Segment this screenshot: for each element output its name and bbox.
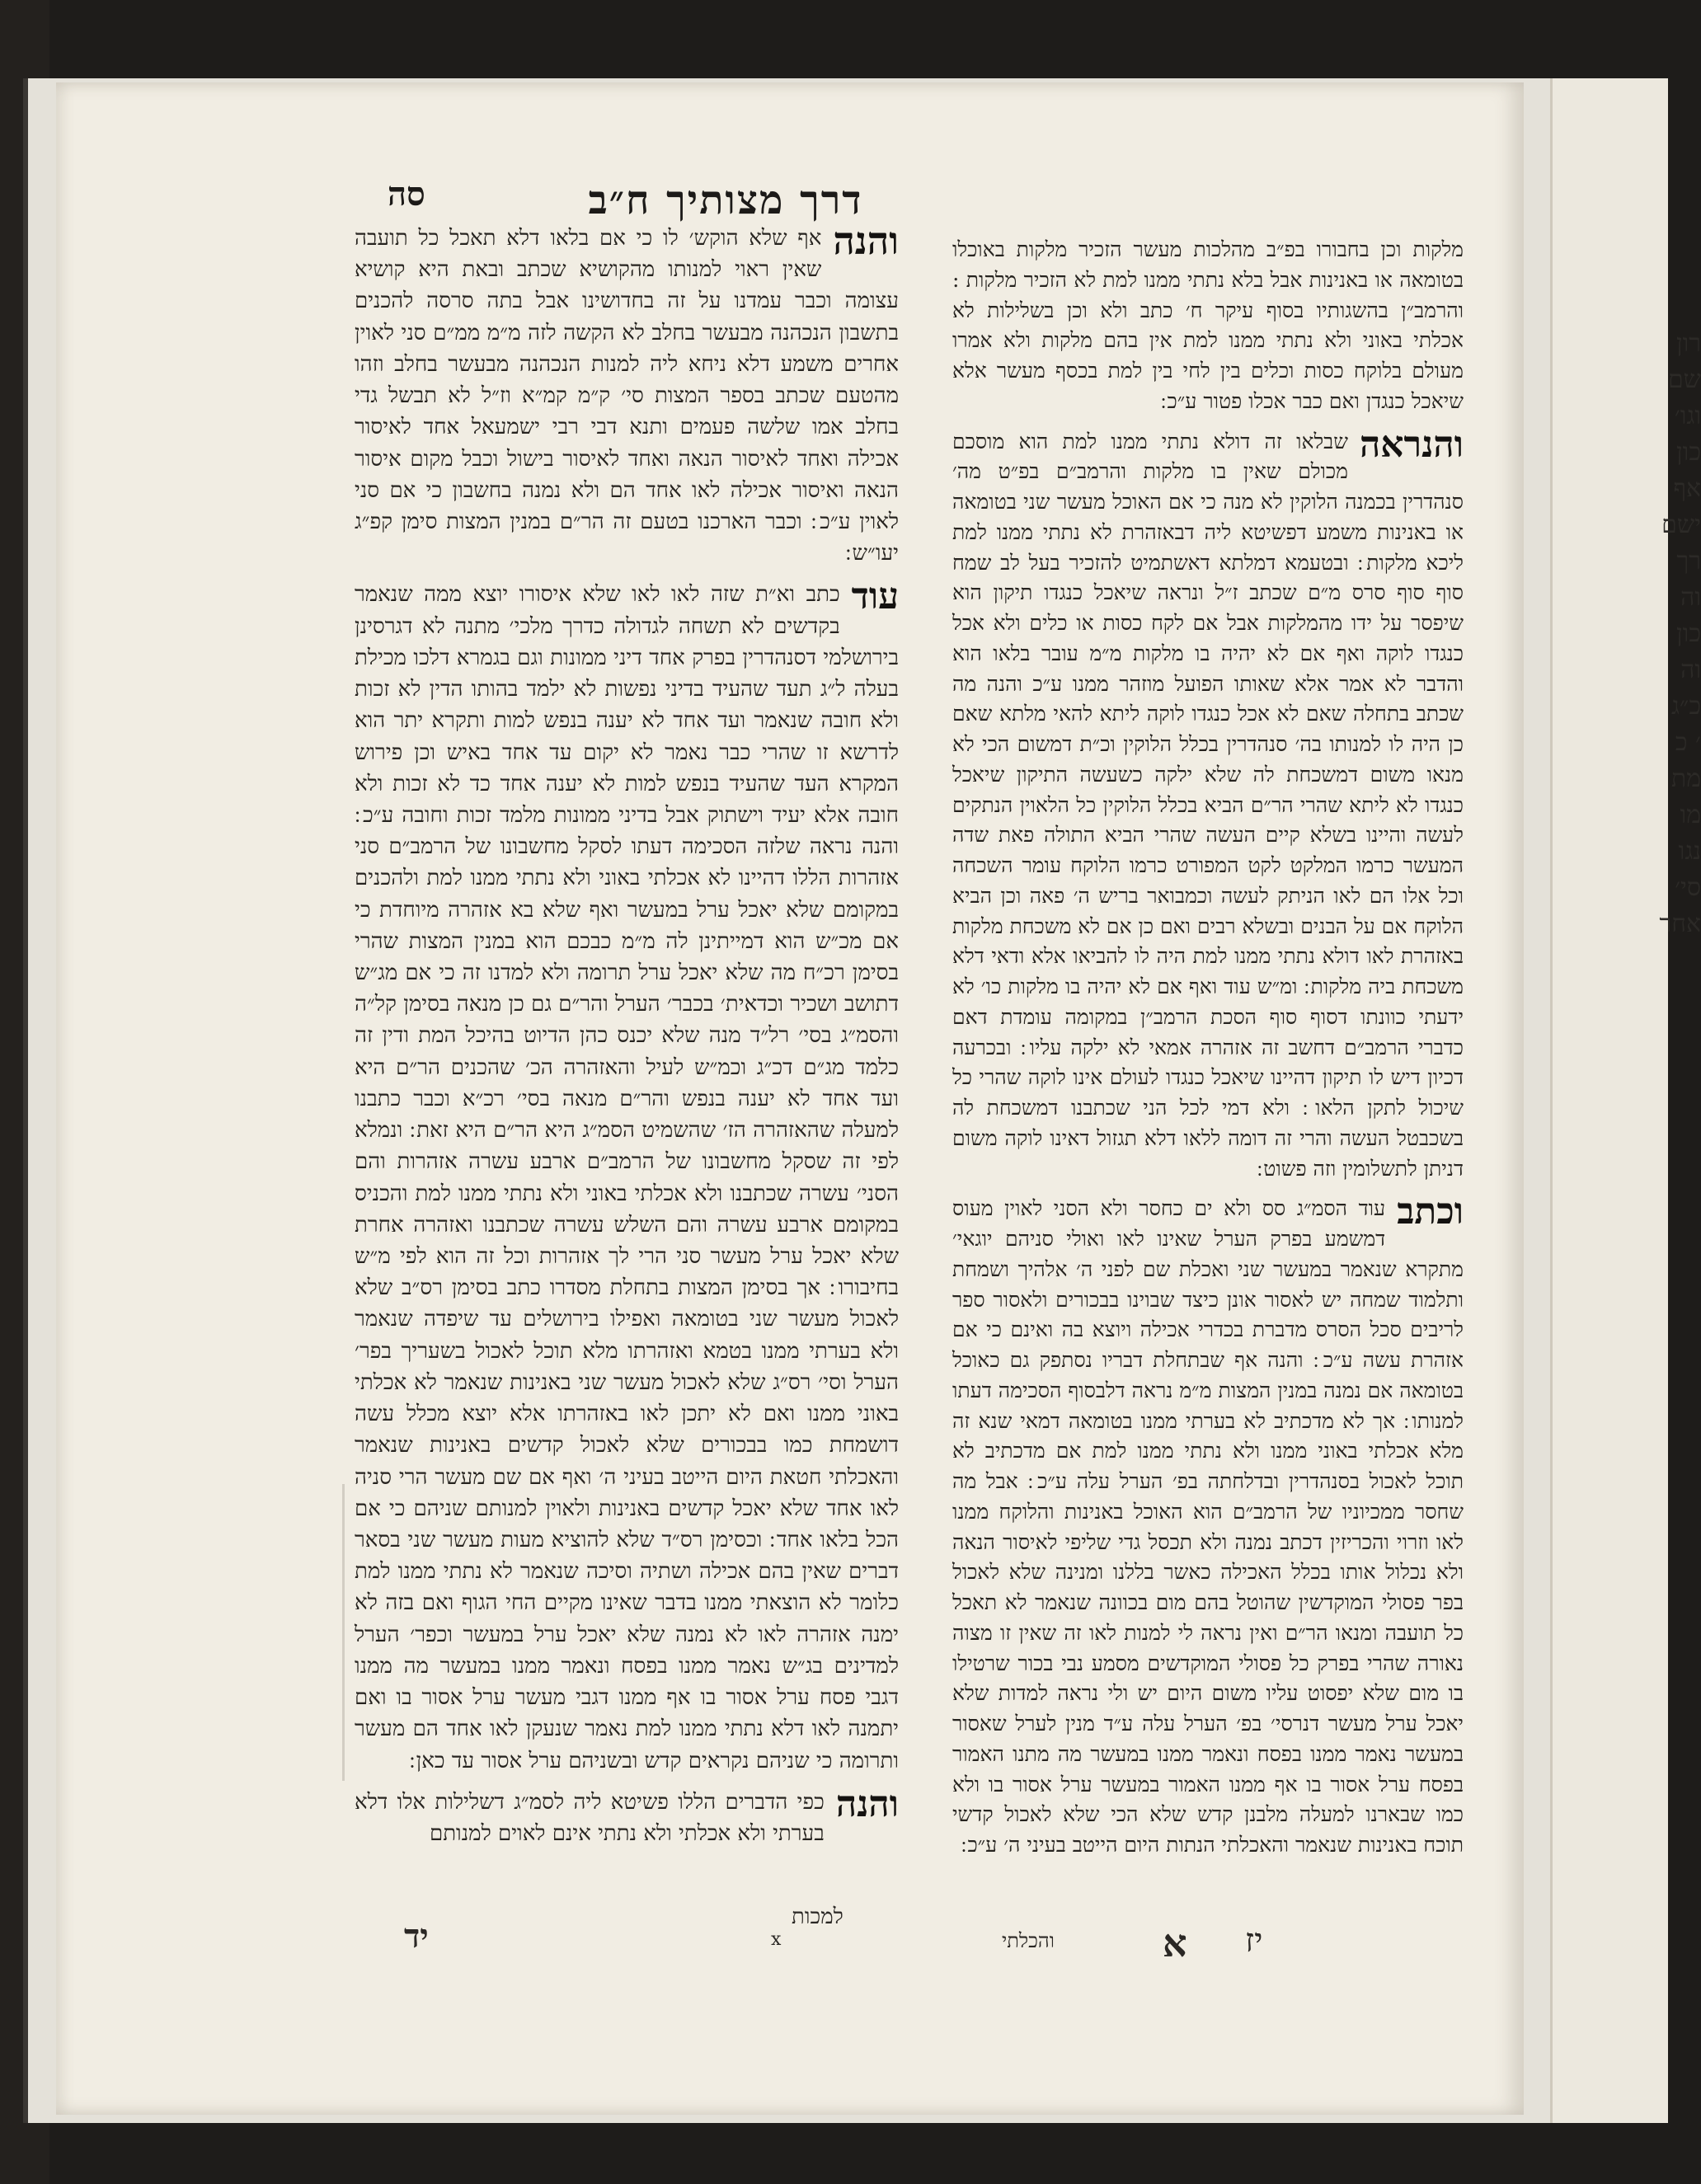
- catchword-right: והכלתי: [1002, 1929, 1055, 1952]
- facing-page-edge: [1550, 78, 1701, 2123]
- signature-letter: א: [1163, 1921, 1187, 1966]
- text-paragraph: [355, 218, 900, 569]
- left-text-column: [355, 218, 900, 1859]
- signature-number: יז: [1245, 1922, 1263, 1960]
- paragraph-lead-word: והנראה: [1359, 423, 1464, 466]
- paragraph-text: מלקות וכן בחבורו בפ״ב מהלכות מעשר הזכיר מלקות באוכלו בטומאה או באנינות אבל בלא נתתי ממנו למת לא הזכיר מלקות : והרמב״ן בהשגותיו בסוף עיקר ח׳ כתב ולא וכן בשלילות לא אכלתי באוני ולא נתתי ממנו למת אין בהם מלקות ולא אמרו מעולם בלוקח כסות וכלים בין לחי בין למת בכסף מעשר אלא שיאכל כנגדן ואם כבר אכלו פטור ע״כ ׃: [952, 237, 1464, 413]
- text-paragraph: [952, 235, 1464, 417]
- margin-pencil-mark: [342, 1484, 345, 1781]
- running-title: דרך מצותיך ח״ב: [588, 177, 863, 223]
- paragraph-text: כתב וא״ת שזה לאו לאו שלא איסורו יוצא ממה שנאמר בקדשים לא תשחה לגדולה כדרך מלכי׳ מתנה לא דגרסינן בירושלמי דסנהדרין בפרק אחד דיני ממונות וגם בגמרא דלכו מכילת בעלה ל״ג תעד שהעיד בדיני נפשות לא ילמד בהותו הדין לא זכות ולא חובה שנאמר ועד אחד לא יענה בנפש למות ותקרא יתר הוא לדרשא זו שהרי כבר נאמר לא יקום עד אחד באיש וכן פירוש המקרא העד שהעיד בנפש למות לא יענה אחד כד לא זכות ולא חובה אלא יעיד וישתוק אבל בדיני ממונות מלמד זכות וחובה ע״כ ׃ והנה נראה שלזה הסכימה דעתו לסקל מחשבונו של הרמב״ם סני אזהרות הללו דהיינו לא אכלתי באוני ולא נתתי ממנו למת ולהכנים במקומם שלא יאכל ערל במעשר ואף שלא בא אזהרה מיוחדת כי אם מכ״ש הוא דמייתינן לה מ״מ כבכם הוא במנין המצות שהרי בסימן רכ״ח מה שלא יאכל ערל תרומה ולא למדנו זה כי אם מג״ש דתושב ושכיר וכדאית׳ בכבר׳ הערל והר״ם גם כן מנאה בסימן קל״ה והסמ״ג בסי׳ רל״ד מנה שלא יכנס כהן הדיוט בהיכל המת ודין זה כלמד מג״ם דכ״ג וכמ״ש לעיל והאזהרה הכ׳ שהכנים הר״ם היא ועד אחד לא יענה בנפש והר״ם מנאה בסי׳ רכ״א וכבר כתבנו למעלה שהאזהרה הז׳ שהשמיט הסמ״ג היא הר״ם היא זאת ׃ ונמלא לפי זה שסקל מחשבונו של הרמב״ם ארבע עשרה אזהרות והם הסני׳ עשרה שכתבנו ולא אכלתי באוני ולא נתתי ממנו למת והכניס במקומם ארבע עשרה והם השלש עשרה שכתבנו ואזהרה אחרת שלא יאכל ערל מעשר סני הרי לך אזהרות וכל זה הוא לפי מ״ש בחיבורו ׃ אך בסימן המצות בתחלת מסדרו כתב בסימן רס״ב שלא לאכול מעשר שני בטומאה ואפילו בירושלים עד שיפדה שנאמר ולא בערתי ממנו בטמא ואזהרתו מלא תוכל לאכול בשעריך בפר׳ הערל וסי׳ רס״ג שלא לאכול מעשר שני באנינות שנאמר לא אכלתי באוני ממנו ואם לא יתכן לאו באזהרתו אלא יוצא מכלל עשה דושמחת כמו בבכורים שלא לאכול קדשים באנינות שנאמר והאכלתי חטאת היום הייטב בעיני ה׳ ואף אם שם מעשר הרי סניה לאו אחד שלא יאכל קדשים באנינות ולאוין למנותם שניהם כי אם הכל בלאו אחד ׃ וכסימן רס״ד שלא להוציא מעות מעשר שני בסאר דברים שאין בהם אכילה ושתיה וסיכה שנאמר לא נתתי ממנו למת כלומר לא הוצאתי ממנו בדבר שאינו מקיים החי הגוף ואם בזה לא ימנה אזהרה לאו לא נמנה שלא יאכל ערל במעשר וכפר׳ הערל למדינים בג״ש נאמר ממנו בפסח ונאמר ממנו במעשר מה ממנו דגבי פסח ערל אסור בו אף ממנו דגבי מעשר ערל אסור בו ואם יתמנה לאו דלא נתתי ממנו למת נאמר שנעקן לאו אחד הם מעשר ותרומה כי שניהם נקראים קדש ובשניהם ערל אסור עד כאן ׃: [355, 582, 899, 1773]
- catchword-left: למכות: [792, 1905, 843, 1929]
- folio-number: סה: [388, 175, 425, 214]
- paragraph-lead-word: והנה: [835, 1782, 899, 1825]
- paragraph-lead-word: וכתב: [1397, 1191, 1464, 1233]
- left-footer-mark: x: [771, 1929, 782, 1950]
- paragraph-text: אף שלא הוקש׳ לו כי אם בלאו דלא תאכל כל תועבה שאין ראוי למנותו מהקושיא שכתב ובאת היא קושיא עצומה וכבר עמדנו על זה בחדושינו אבל בתה סרסה להכנים בתשבון הנכהנה מבעשר בחלב לא הקשה לזה מ״מ ממ״ם סני לאוין אחרים משמע דלא ניחא ליה למנות הנכהנה מבעשר בחלב וזהו מהטעם שכתב בספר המצות סי׳ ק״מ קמ״א וז״ל לא תבשל גדי בחלב אמו שלשה פעמים ותנא דבי רבי ישמעאל אחד לאיסור אכילה ואחד לאיסור הנאה ואחד לאיסור בישול וכבל מקום איסור הנאה ואיסור אכילה לאו אחד הם ולא נמנה בחשבון כי אם סני לאוין ע״כ ׃ וכבר הארכנו בטעם זה הר״ם במנין המצות סימן קפ״ג יעו״ש ׃: [355, 226, 900, 566]
- right-text-column: [952, 235, 1464, 1871]
- running-head: [355, 177, 1097, 223]
- paragraph-text: שבלאו זה דולא נתתי ממנו למת הוא מוסכם מכולם שאין בו מלקות והרמב״ם בפ״ט מה׳ סנהדרין בכמנה הלוקין לא מנה כי אם האוכל מעשר שני בטומאה או באנינות משמע דפשיטא ליה דבאזהרת לא נתתי ממנו למת ליכא מלקות ׃ ובטעמא דמלתא דאשתמיט להזכיר בעל לב שמח סוף סוף סרס מ״ם שכתב ז״ל ונראה שיאכל כנגדו תיקון הוא שיפסר על ידו מהמלקות אבל אם לקח כסות או כלים ולא אכל כנגדו לוקה ואף אם לא יהיה בו מלקות מ״מ עובר בלאו הוא והדבר לא אמר אלא שאותו הפועל מוזהר ממנו ע״כ והנה מה שכתב בתחלה שאם לא אכל כנגדו לוקה ליתא להאי מלתא שאם כן היה לו למנותו בה׳ סנהדרין בכלל הלוקין וכ״ת דמשום הכי לא מנאו משום דמשכחת לה שלא ילקה כשעשה התיקון שיאכל כנגדו לא ליתא שהרי הר״ם הביא בכלל הלוקין כל הלאוין הנתקים לעשה והיינו בשלא קיים העשה שהרי הביא התולה פאת שדה המעשר כרמו המלקט לקט המפורט כרמו הלוקח עומר השכחה וכל אלו הם לאו הניתק לעשה וכמבואר בריש ה׳ פאה וכן הביא הלוקח אם על הבנים ובשלא רבים ואם כן אם לא משכחת מלקות באזהרת לאו דולא נתתי ממנו למת היה לו להביאו אלא ודאי דלא משכחת ביה מלקות ׃ ומ״ש עוד ואף אם לא יהיה בו מלקות כו׳ לא ידעתי כוונתו דסוף סוף הסכת הרמב״ן במקומה עומדת דאם כדברי הרמב״ם דחשב זה אזהרה אמאי לא ילקה עליו ׃ ובכרעה דכיון דיש לו תיקון דהיינו שיאכל כנגדו לעולם אינו לוקה שהרי כל שיכול לתקן הלאו ׃ ולא דמי לכל הני שכתבנו דמשכחת לה בשכבטל העשה והרי זה דומה ללאו דלא תגזול דאינו לוקה משום דניתן לתשלומין וזה פשוט ׃: [952, 429, 1464, 1181]
- facing-page-text-fragment: רון שם וגו׳ כון אף ישם רך וה כון וה כ״ג ׳ כ מת מו נגו סי׳ אחר: [1659, 329, 1701, 938]
- text-paragraph: [355, 1782, 899, 1849]
- left-footer-marker: יד: [404, 1917, 429, 1956]
- text-paragraph: [952, 1191, 1464, 1861]
- text-paragraph: [952, 423, 1464, 1185]
- paragraph-lead-word: והנה: [833, 218, 899, 263]
- paragraph-text: עוד הסמ״ג סס ולא ים כחסר ולא הסני לאוין מעוס דמשמע בפרק הערל שאינו לאו ואולי סניהם יוגאי׳ מתקרא שנאמר במעשר שני ואכלת שם לפני ה׳ אלהיך ושמחת ותלמוד שמחה יש לאסור אונן כיצד שבוינו בבכורים ולאסור ספר לריבים סכל הסרס מדברת בכדרי אכילה ויוצא בה ואינם כי אם אזהרת עשה ע״כ ׃ והנה אף שבתחלת דבריו נסתפק גם כאוכל בטומאה אם נמנה במנין המצות מ״מ נראה דלבסוף הסכימה דעתו למנותו ׃ אך לא מדכתיב לא בערתי ממנו בטומאה דמאי שנא זה מלא אכלתי באוני ממנו ולא נתתי ממנו למת אם מדכתיב לא תוכל לאכול בסנהדרין ובדלחתה בפ׳ הערל עלה ע״כ ׃ אבל מה שחסר ממכיוניו של הרמב״ם הוא האוכל באנינות והלוקח ממנו לאו וזרוי והכריזין דכתב נמנה ולא תכסל גדי שליפי לאיסור הנאה ולא נכלול אותו בכלל האכילה כאשר בללנו ומנינה שלא לאכול בפר פסולי המוקדשין שהוטל בהם מום בכוונה שנאמר לא תאכל כל תועבה ומנאו הר״ם ואין נראה לי למנות לאו זה שאין זו מצוה נאורה שהרי בפרק כל פסולי המוקדשים מסמע נבי בכור שרטילו בו מום שלא יפסוט עליו משום היום יש ולי נראה למדות שלא יאכל ערל מעשר דנרסי׳ בפ׳ הערל עלה ע״ד מנין לערל שאסור במעשר נאמר ממנו בפסח ונאמר ממנו במעשר מה מתנו האמור בפסח ערל אסור בו אף ממנו האמור במעשר ערל אסור בו ולא כמו שבארנו למעלה מלבנן קדש שלא הכי שלא לאכול קדשי תוכח באנינות שנאמר והאכלתי הנתות היום הייטב בעיני ה׳ ע״כ ׃: [952, 1196, 1464, 1857]
- paragraph-text: כפי הדברים הללו פשיטא ליה לסמ״ג דשלילות אלו דלא בערתי ולא אכלתי ולא נתתי אינם לאוים למנותם: [355, 1789, 825, 1846]
- paragraph-lead-word: עוד: [851, 575, 899, 618]
- text-paragraph: [355, 575, 899, 1776]
